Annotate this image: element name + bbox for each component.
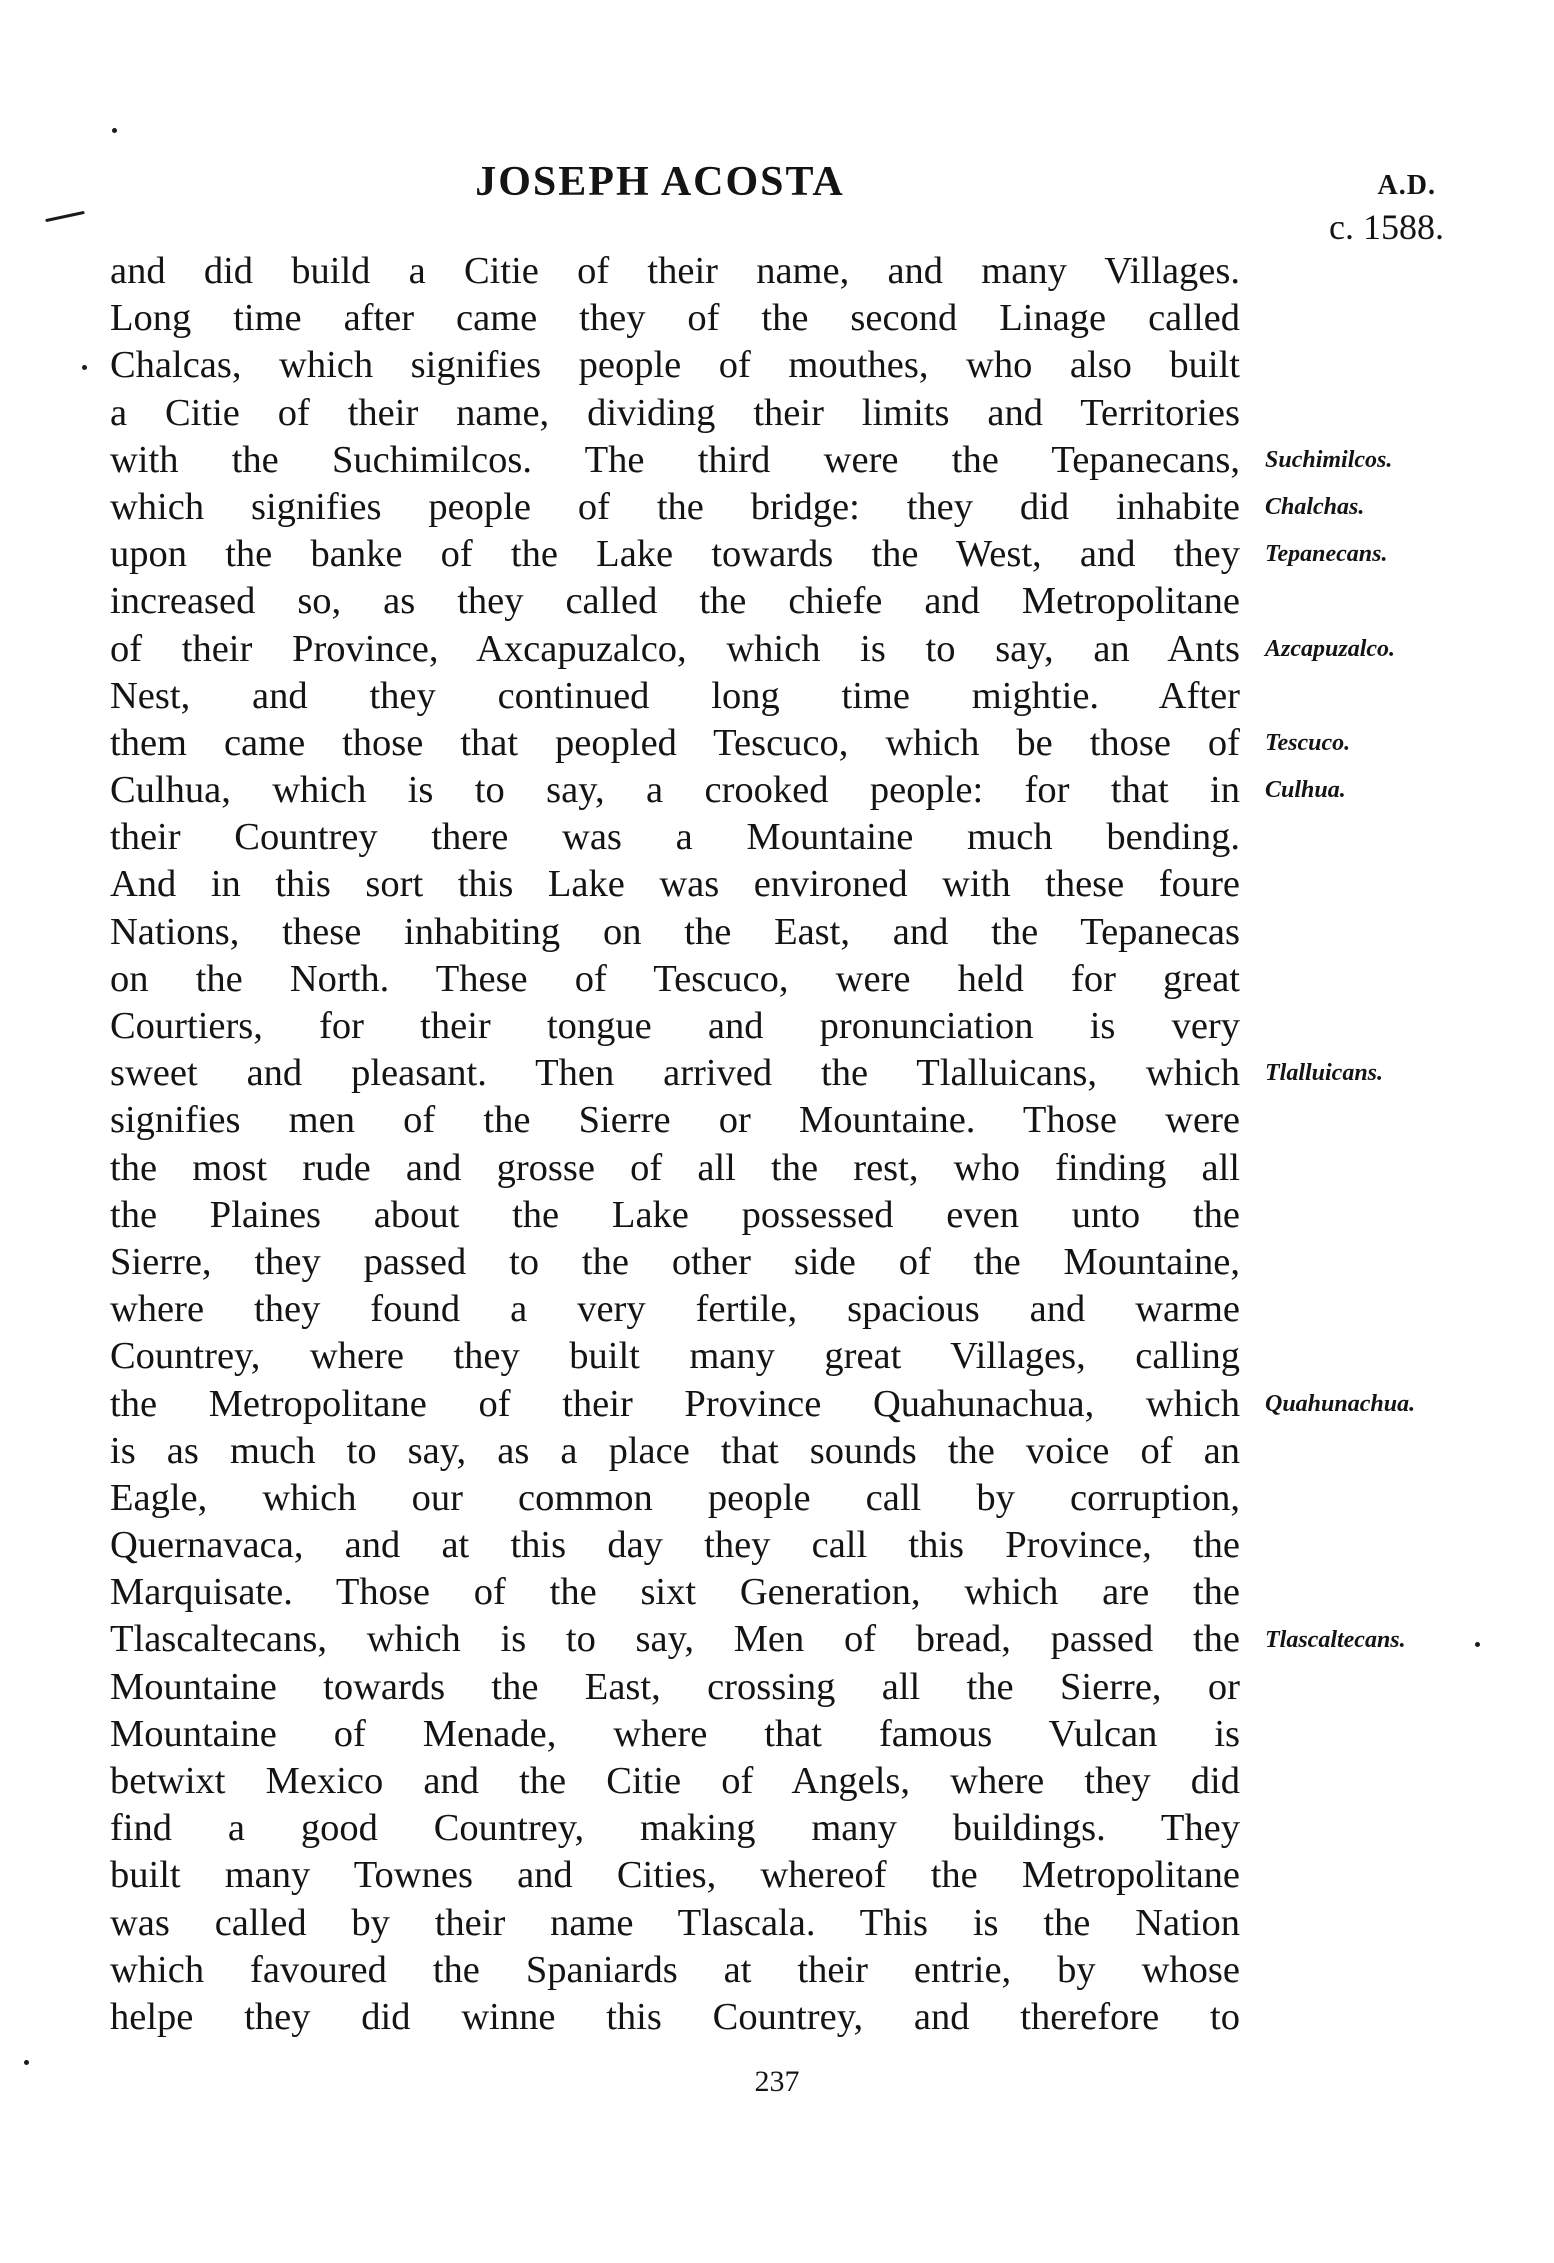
text-line: Countrey, where they built many great Villages, calling bbox=[110, 1335, 1240, 1378]
text-line: sweet and pleasant. Then arrived the Tlalluicans, which bbox=[110, 1052, 1240, 1095]
margin-note: Chalchas. bbox=[1265, 494, 1365, 520]
text-line: and did build a Citie of their name, and many Villages. bbox=[110, 250, 1240, 292]
text-line: of their Province, Axcapuzalco, which is to say, an Ants bbox=[110, 627, 1240, 670]
margin-note: Tlascaltecans. bbox=[1265, 1626, 1406, 1653]
page-number: 237 bbox=[754, 2065, 800, 2098]
text-line: Eagle, which our common people call by corruption, bbox=[110, 1476, 1240, 1519]
text-line: betwixt Mexico and the Citie of Angels, where they did bbox=[110, 1760, 1240, 1802]
text-line: Mountaine towards the East, crossing all the Sierre, or bbox=[110, 1665, 1240, 1708]
text-line: signifies men of the Sierre or Mountaine. Those were bbox=[110, 1099, 1240, 1142]
margin-note: Culhua. bbox=[1265, 777, 1346, 804]
text-line: Chalcas, which signifies people of mouthes, who also built bbox=[110, 344, 1240, 387]
text-line: built many Townes and Cities, whereof the Metropolitane bbox=[110, 1854, 1240, 1897]
text-line: them came those that peopled Tescuco, which be those of bbox=[110, 721, 1240, 764]
text-line: And in this sort this Lake was environed with these foure bbox=[110, 863, 1240, 906]
body-text bbox=[110, 248, 1240, 2041]
text-line: which favoured the Spaniards at their entrie, by whose bbox=[110, 1948, 1240, 1991]
text-line: upon the banke of the Lake towards the West, and they bbox=[110, 533, 1240, 576]
date-label: A.D. bbox=[1377, 170, 1436, 201]
margin-note: Tepanecans. bbox=[1265, 541, 1388, 568]
text-line: Quernavaca, and at this day they call this Province, the bbox=[110, 1524, 1240, 1567]
margin-note: Tlalluicans. bbox=[1265, 1060, 1384, 1087]
text-line: Long time after came they of the second Linage called bbox=[110, 297, 1240, 340]
text-line: Sierre, they passed to the other side of the Mountaine, bbox=[110, 1240, 1240, 1283]
date-year: c. 1588. bbox=[1329, 207, 1444, 247]
text-line: Nest, and they continued long time mightie. After bbox=[110, 674, 1240, 717]
ink-speck bbox=[45, 211, 85, 222]
text-line: Mountaine of Menade, where that famous Vulcan is bbox=[110, 1712, 1240, 1755]
text-line: on the North. These of Tescuco, were held for great bbox=[110, 957, 1240, 1000]
text-line: was called by their name Tlascala. This is the Nation bbox=[110, 1901, 1240, 1944]
text-line: where they found a very fertile, spacious and warme bbox=[110, 1288, 1240, 1331]
text-line: the most rude and grosse of all the rest, who finding all bbox=[110, 1146, 1240, 1189]
text-line: Culhua, which is to say, a crooked people: for that in bbox=[110, 769, 1240, 812]
text-line: their Countrey there was a Mountaine much bending. bbox=[110, 816, 1240, 859]
text-line: Tlascaltecans, which is to say, Men of bread, passed the bbox=[110, 1618, 1240, 1661]
text-line: find a good Countrey, making many buildings. They bbox=[110, 1807, 1240, 1850]
text-line: Marquisate. Those of the sixt Generation, which are the bbox=[110, 1571, 1240, 1614]
ink-speck bbox=[82, 365, 87, 370]
text-line: the Metropolitane of their Province Quahunachua, which bbox=[110, 1382, 1240, 1425]
text-line: with the Suchimilcos. The third were the Tepanecans, bbox=[110, 438, 1240, 481]
text-line: Nations, these inhabiting on the East, and the Tepanecas bbox=[110, 910, 1240, 953]
text-line: increased so, as they called the chiefe and Metropolitane bbox=[110, 580, 1240, 623]
margin-note: Azcapuzalco. bbox=[1265, 635, 1396, 662]
text-line: Courtiers, for their tongue and pronunciation is very bbox=[110, 1005, 1240, 1047]
text-line: helpe they did winne this Countrey, and therefore to bbox=[110, 1995, 1240, 2038]
margin-note: Suchimilcos. bbox=[1265, 446, 1393, 473]
text-line: which signifies people of the bridge: they did inhabite bbox=[110, 485, 1240, 528]
margin-note: Quahunachua. bbox=[1265, 1390, 1416, 1417]
text-line: the Plaines about the Lake possessed even unto the bbox=[110, 1193, 1240, 1236]
running-head-title: JOSEPH ACOSTA bbox=[475, 159, 845, 205]
margin-note: Tescuco. bbox=[1265, 730, 1351, 756]
ink-speck bbox=[112, 128, 117, 133]
ink-speck bbox=[1475, 1642, 1480, 1647]
text-line: is as much to say, as a place that sounds the voice of an bbox=[110, 1429, 1240, 1472]
text-line: a Citie of their name, dividing their limits and Territories bbox=[110, 391, 1240, 434]
